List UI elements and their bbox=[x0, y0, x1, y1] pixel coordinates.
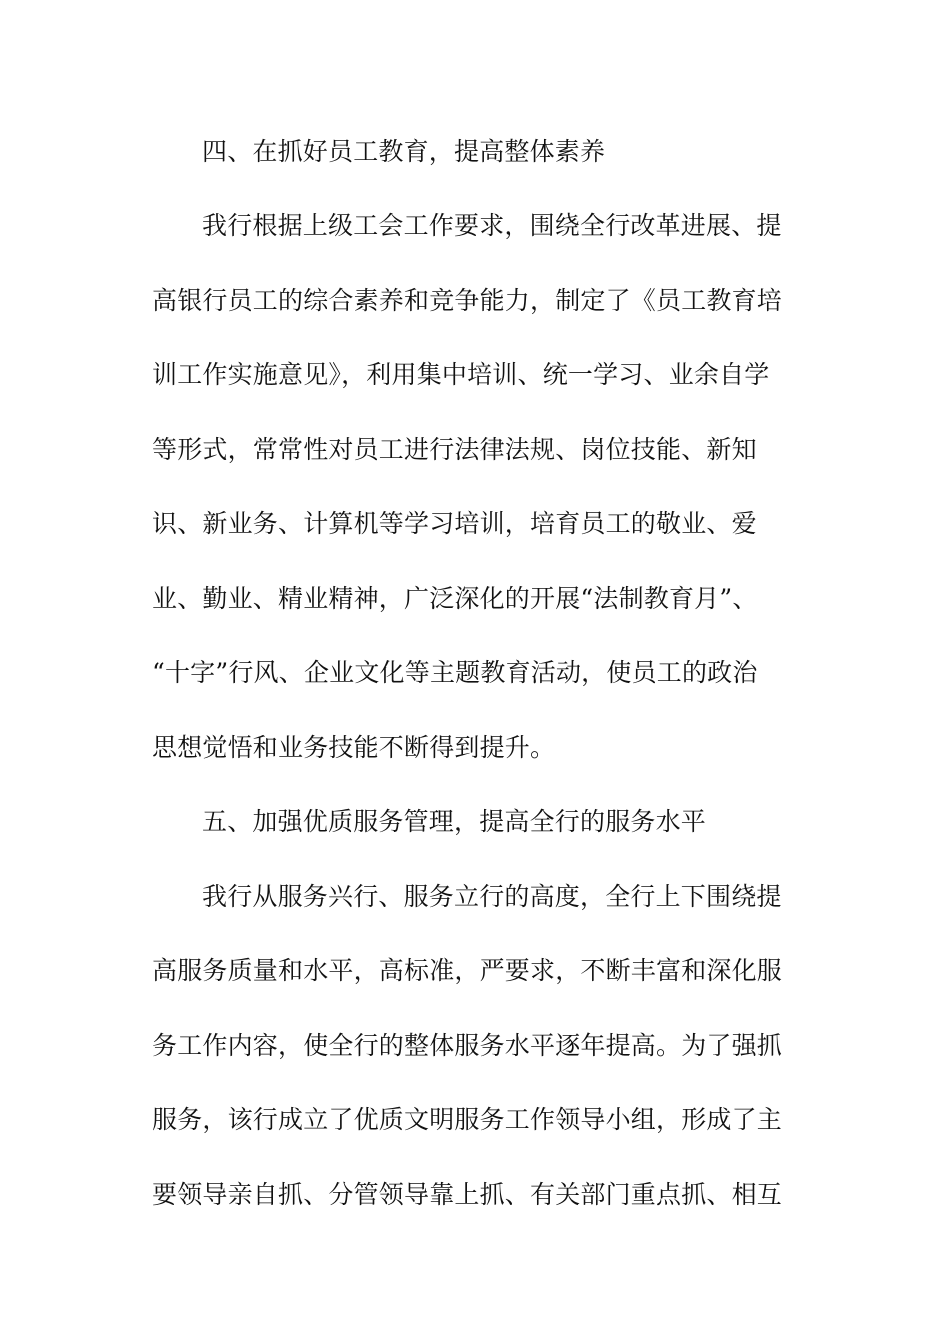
paragraph-line: 业、勤业、精业精神，广泛深化的开展“法制教育月”、 bbox=[152, 584, 758, 613]
paragraph-line: 服务，该行成立了优质文明服务工作领导小组，形成了主 bbox=[152, 1105, 783, 1134]
paragraph-line: 训工作实施意见》，利用集中培训、统一学习、业余自学 bbox=[152, 360, 770, 389]
paragraph-line: 我行从服务兴行、服务立行的高度，全行上下围绕提 bbox=[202, 882, 782, 911]
paragraph-line: 思想觉悟和业务技能不断得到提升。 bbox=[152, 733, 556, 762]
section-heading-4: 四、在抓好员工教育，提高整体素养 bbox=[202, 137, 606, 166]
paragraph-line: “十字”行风、企业文化等主题教育活动，使员工的政治 bbox=[152, 658, 758, 687]
paragraph-line: 务工作内容，使全行的整体服务水平逐年提高。为了强抓 bbox=[152, 1031, 783, 1060]
paragraph-line: 高服务质量和水平，高标准，严要求，不断丰富和深化服 bbox=[152, 956, 783, 985]
section-heading-5: 五、加强优质服务管理，提高全行的服务水平 bbox=[202, 807, 707, 836]
paragraph-line: 等形式，常常性对员工进行法律法规、岗位技能、新知 bbox=[152, 435, 757, 464]
paragraph-line: 高银行员工的综合素养和竞争能力，制定了《员工教育培 bbox=[152, 286, 783, 315]
paragraph-line: 要领导亲自抓、分管领导靠上抓、有关部门重点抓、相互 bbox=[152, 1180, 783, 1209]
paragraph-line: 识、新业务、计算机等学习培训，培育员工的敬业、爱 bbox=[152, 509, 757, 538]
paragraph-line: 我行根据上级工会工作要求，围绕全行改革进展、提 bbox=[202, 211, 782, 240]
